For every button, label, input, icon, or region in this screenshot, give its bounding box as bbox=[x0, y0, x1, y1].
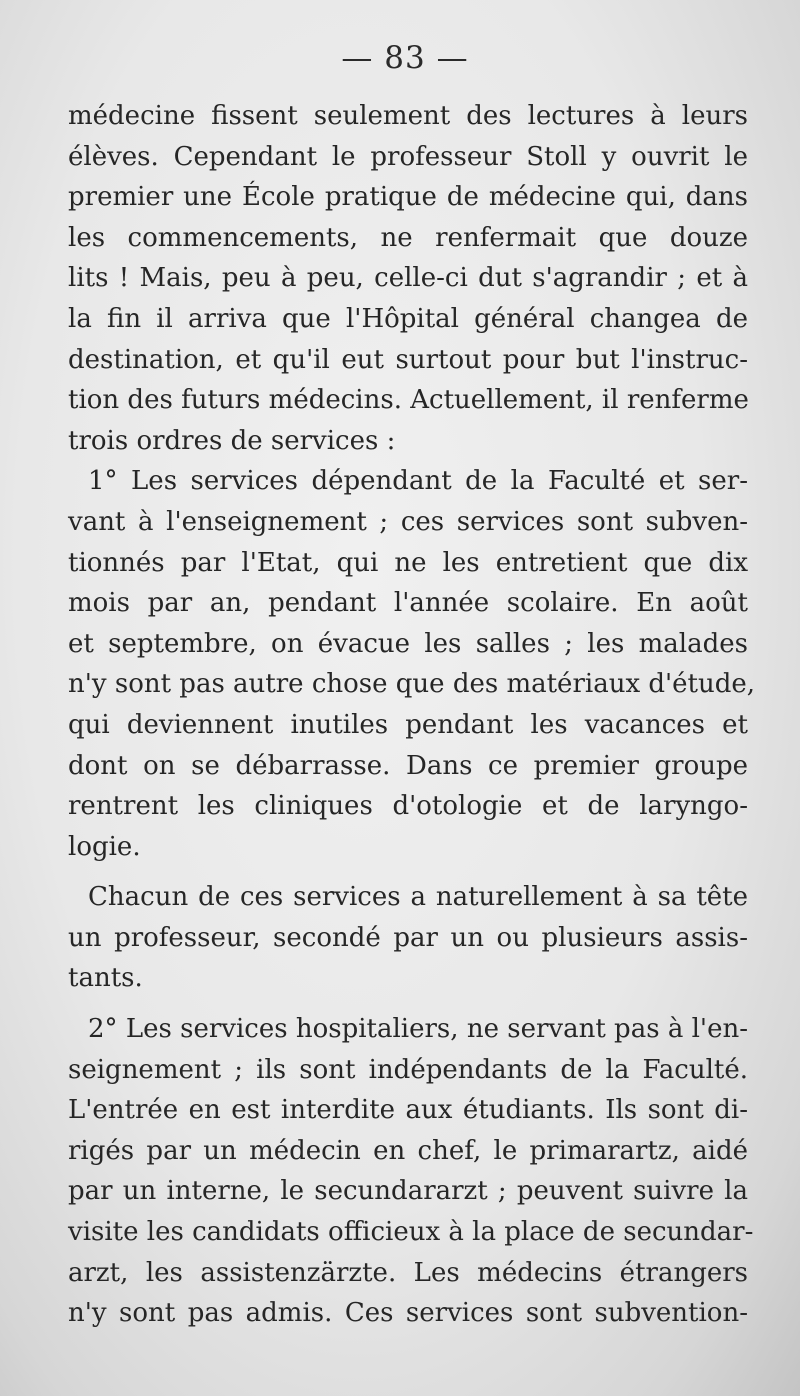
paragraph-gap bbox=[68, 999, 748, 1009]
paragraph-second-service bbox=[68, 1009, 754, 1334]
text-line: arzt, les assistenzärzte. Les médecins étrangers bbox=[68, 1257, 748, 1288]
text-line: par un interne, le secundararzt ; peuvent suivre la bbox=[68, 1176, 748, 1207]
text-line: L'entrée en est interdite aux étudiants. Ils sont di- bbox=[68, 1095, 748, 1126]
text-line: rigés par un médecin en chef, le primarartz, aidé bbox=[68, 1135, 748, 1166]
paragraph-first-service bbox=[68, 461, 756, 867]
text-line: seignement ; ils sont indépendants de la Faculté. bbox=[68, 1054, 748, 1085]
text-line: dont on se débarrasse. Dans ce premier groupe bbox=[68, 750, 748, 781]
text-line: visite les candidats officieux à la place de secundar- bbox=[68, 1217, 754, 1248]
text-line: logie. bbox=[68, 831, 141, 862]
body-text bbox=[68, 96, 756, 1334]
text-line: tants. bbox=[68, 963, 143, 994]
text-line: 1° Les services dépendant de la Faculté et ser- bbox=[88, 466, 748, 497]
text-line: élèves. Cependant le professeur Stoll y ouvrit le bbox=[68, 141, 748, 172]
text-line: et septembre, on évacue les salles ; les malades bbox=[68, 628, 748, 659]
paragraph-intro bbox=[68, 96, 748, 461]
paragraph-gap bbox=[68, 867, 748, 877]
text-line: tion des futurs médecins. Actuellement, il renferme bbox=[68, 385, 749, 416]
page-number: — 83 — bbox=[341, 40, 469, 76]
text-line: n'y sont pas autre chose que des matériaux d'étude, bbox=[68, 669, 756, 700]
text-line: tionnés par l'Etat, qui ne les entretient que dix bbox=[68, 547, 748, 578]
text-line: la fin il arriva que l'Hôpital général changea de bbox=[68, 303, 748, 334]
text-line: destination, et qu'il eut surtout pour but l'instruc- bbox=[68, 344, 748, 375]
text-line: lits ! Mais, peu à peu, celle-ci dut s'agrandir ; et à bbox=[68, 263, 748, 294]
text-line: n'y sont pas admis. Ces services sont subvention- bbox=[68, 1298, 748, 1329]
text-line: rentrent les cliniques d'otologie et de laryngo- bbox=[68, 791, 748, 822]
text-line: mois par an, pendant l'année scolaire. En août bbox=[68, 588, 748, 619]
text-line: trois ordres de services : bbox=[68, 425, 396, 456]
text-line: un professeur, secondé par un ou plusieurs assis- bbox=[68, 922, 748, 953]
text-line: vant à l'enseignement ; ces services sont subven- bbox=[68, 506, 748, 537]
paragraph-professor bbox=[68, 877, 748, 999]
text-line: Chacun de ces services a naturellement à sa tête bbox=[88, 882, 748, 913]
text-line: médecine fissent seulement des lectures à leurs bbox=[68, 101, 748, 131]
text-line: qui deviennent inutiles pendant les vacances et bbox=[68, 709, 748, 740]
text-line: 2° Les services hospitaliers, ne servant pas à l'en- bbox=[88, 1014, 748, 1045]
text-line: les commencements, ne renfermait que douze bbox=[68, 222, 748, 253]
text-line: premier une École pratique de médecine qui, dans bbox=[68, 182, 748, 213]
